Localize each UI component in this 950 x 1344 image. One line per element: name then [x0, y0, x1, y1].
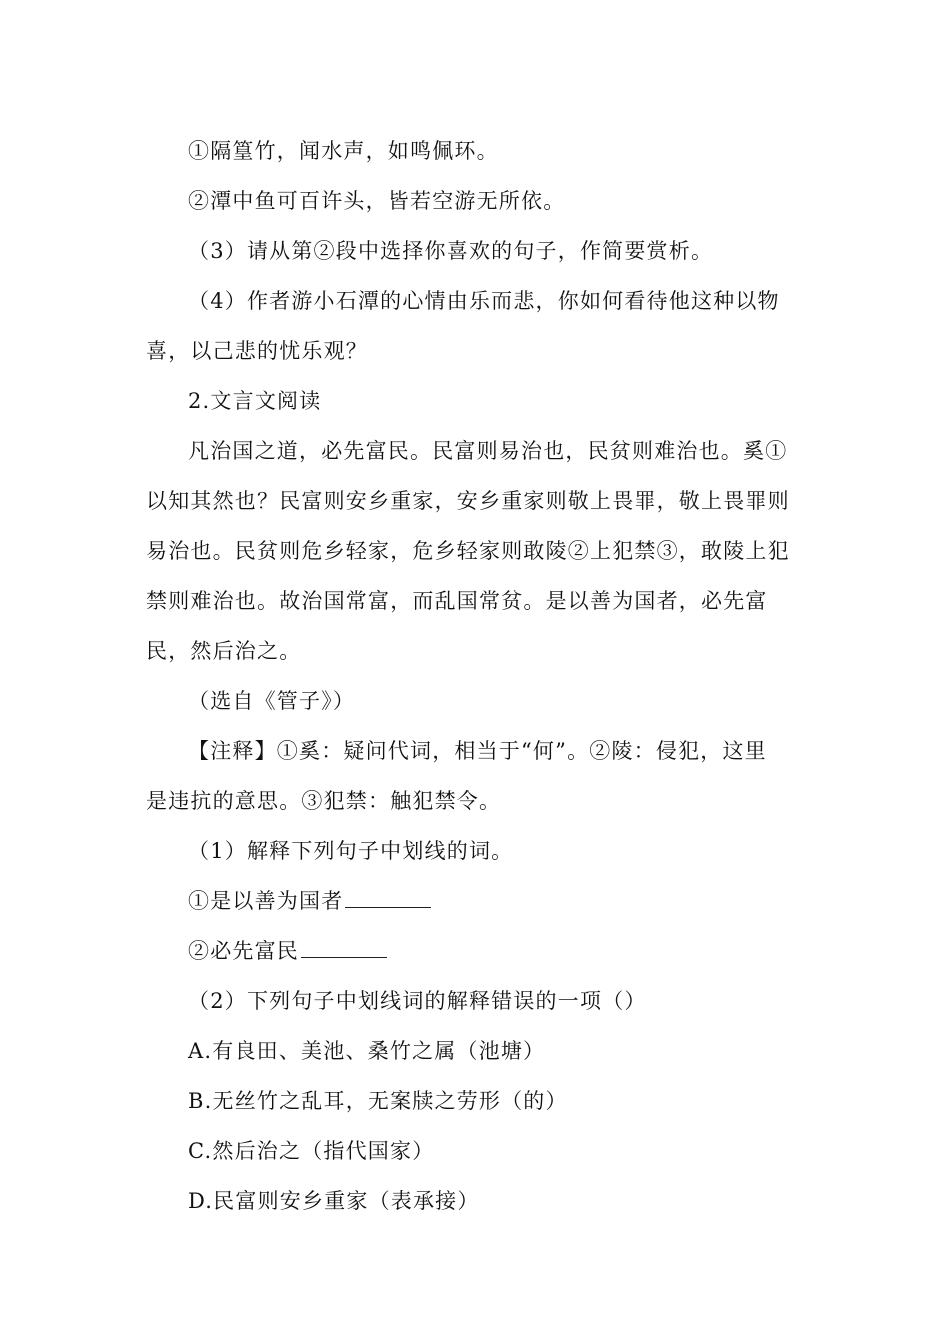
text-line-1: ①隔篁竹，闻水声，如鸣佩环。 — [188, 139, 499, 163]
text-line-2: ②潭中鱼可百许头，皆若空游无所依。 — [188, 189, 566, 213]
annotation-line-1: 【注释】①奚：疑问代词，相当于“何”。②陵：侵犯，这里 — [188, 739, 767, 763]
question-3: （3）请从第②段中选择你喜欢的句子，作简要赏析。 — [188, 239, 714, 263]
passage-line-1: 凡治国之道，必先富民。民富则易治也，民贫则难治也。奚① — [188, 439, 788, 463]
fill-in-item-2-text: ②必先富民 — [188, 939, 299, 963]
option-b: B.无丝竹之乱耳，无案牍之劳形（的） — [188, 1089, 568, 1113]
sub-question-2: （2）下列句子中划线词的解释错误的一项（） — [188, 989, 647, 1013]
answer-blank-1[interactable] — [345, 887, 431, 908]
fill-in-item-1-text: ①是以善为国者 — [188, 889, 344, 913]
option-c: C.然后治之（指代国家） — [188, 1139, 435, 1163]
question-4-line-1: （4）作者游小石潭的心情由乐而悲，你如何看待他这种以物 — [188, 289, 780, 313]
option-a: A.有良田、美池、桑竹之属（池塘） — [188, 1039, 546, 1063]
annotation-line-2: 是违抗的意思。③犯禁：触犯禁令。 — [146, 789, 502, 813]
option-d: D.民富则安乡重家（表承接） — [188, 1189, 480, 1213]
passage-line-5: 民，然后治之。 — [146, 639, 302, 663]
sub-question-1: （1）解释下列句子中划线的词。 — [188, 839, 514, 863]
passage-line-4: 禁则难治也。故治国常富，而乱国常贫。是以善为国者，必先富 — [146, 589, 768, 613]
passage-line-2: 以知其然也？民富则安乡重家，安乡重家则敬上畏罪，敬上畏罪则 — [146, 489, 790, 513]
fill-in-item-2 — [188, 936, 387, 966]
section-heading: 2.文言文阅读 — [188, 389, 322, 413]
source-citation: （选自《管子》） — [188, 689, 356, 713]
passage-line-3: 易治也。民贫则危乡轻家，危乡轻家则敢陵②上犯禁③，敢陵上犯 — [146, 539, 790, 563]
question-4-line-2: 喜，以己悲的忧乐观？ — [146, 339, 368, 363]
answer-blank-2[interactable] — [301, 937, 387, 958]
fill-in-item-1 — [188, 886, 431, 916]
